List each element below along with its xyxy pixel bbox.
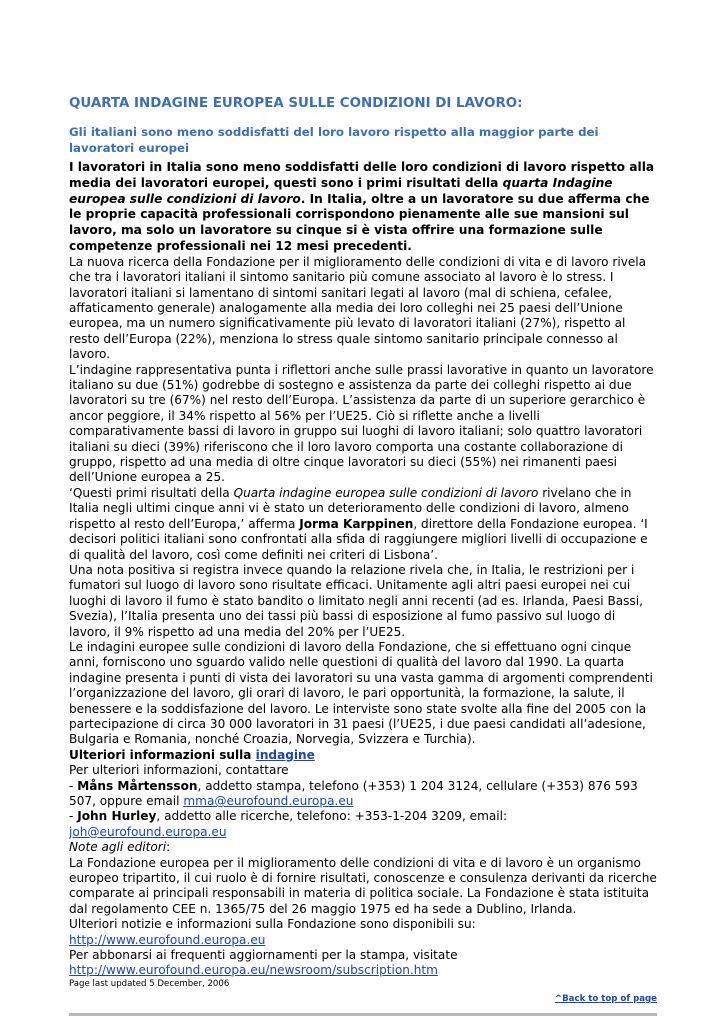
para3-text-2: rivelano che in Italia negli ultimi cinque anni vi è stato un deterioramento delle condizioni di lavoro, almeno rispetto al resto dell’Europa,’ afferma — [69, 485, 632, 531]
editors-note-colon: : — [166, 840, 171, 855]
body-paragraph-1: La nuova ricerca della Fondazione per il miglioramento delle condizioni di vita e di lavoro rivela che tra i lavoratori italiani il sintomo sanitario più comune associato al lavoro è lo stress. I lavoratori italiani si lamentano di sintomi sanitari legati al lavoro (mal di schiena, cefalee, affaticamento generale) analogamente alla media dei loro colleghi nei 25 paesi dell’Unione europea, ma un numero significativamente più levato di lavoratori italiani (27%), rispetto al resto dell’Europa (22%), menziona lo stress quale sintomo sanitario principale connesso al lavoro. — [69, 254, 647, 362]
contact-2-email-link[interactable]: joh@eurofound.europa.eu — [69, 824, 227, 839]
more-info-heading — [69, 748, 657, 763]
site-link-line — [69, 933, 657, 948]
contact-2-name: John Hurley — [77, 809, 157, 824]
para3-text-1: ‘Questi primi risultati della — [69, 485, 234, 500]
editors-note-text: La Fondazione europea per il miglioramento delle condizioni di vita e di lavoro è un organismo europeo tripartito, il cui ruolo è di fornire risultati, conoscenze e consulenza derivanti da ricerche comparate ai principali responsabili in materia di politica sociale. La Fondazione è stata istituita dal regolamento CEE n. 1365/75 del 26 maggio 1975 ed ha sede a Dublino, Irlanda. — [69, 855, 657, 916]
more-info-heading-text: Ulteriori informazioni sulla — [69, 747, 256, 762]
site-link[interactable]: http://www.eurofound.europa.eu — [69, 932, 266, 947]
more-foundation-info: Ulteriori notizie e informazioni sulla Fondazione sono disponibili su: — [69, 917, 476, 932]
lead-text-2: . In Italia, oltre a un lavoratore su due afferma che le proprie capacità professionali corrispondono pienamente alle sue mansioni sul lavoro, ma solo un lavoratore su cinque si è vista offrire una formazione sulle competenze professionali nei 12 mesi precedenti. — [69, 191, 650, 253]
contact-2 — [69, 809, 657, 840]
lead-italic: quarta Indagine europea sulle condizioni di lavoro — [69, 175, 613, 206]
subscribe-link[interactable]: http://www.eurofound.europa.eu/newsroom/subscription.htm — [69, 963, 438, 978]
contact-1-email-link[interactable]: mma@eurofound.europa.eu — [183, 794, 354, 808]
back-to-top-container — [69, 994, 657, 1004]
indagine-link[interactable] — [256, 748, 315, 762]
body-paragraph-5: Le indagini europee sulle condizioni di lavoro della Fondazione, che si effettuano ogni cinque anni, forniscono uno sguardo valido nelle questioni di qualità del lavoro dal 1990. La quarta indagine presenta i punti di vista dei lavoratori su una vasta gamma di argomenti comprendenti l’organizzazione del lavoro, gli orari di lavoro, le pari opportunità, la formazione, la salute, il benessere e la soddisfazione del lavoro. Le interviste sono state svolte alla fine del 2005 con la partecipazione di circa 30 000 lavoratori in 31 paesi (l’UE25, i due paesi candidati all’adesione, Bulgaria e Romania, nonché Croazia, Norvegia, Svizzera e Turchia). — [69, 639, 653, 747]
contact-1-name: Måns Mårtensson — [77, 778, 198, 793]
body-paragraph-4: Una nota positiva si registra invece quando la relazione rivela che, in Italia, le restrizioni per i fumatori sul luogo di lavoro sono risultate efficaci. Unitamente agli altri paesi europei nei cui luoghi di lavoro il fumo è stato bandito o limitato negli anni recenti (ad es. Irlanda, Paesi Bassi, Svezia), l’Italia presenta uno dei tassi più bassi di esposizione al fumo passivo sul luogo di lavoro, il 9% rispetto ad una media del 20% per l’UE25. — [69, 562, 643, 639]
contact-1-text: , addetto stampa, telefono (+353) 1 204 3124, cellulare (+353) 876 593 507, oppure email — [69, 778, 638, 808]
page-title: QUARTA INDAGINE EUROPEA SULLE CONDIZIONI DI LAVORO: — [69, 96, 523, 111]
para3-italic: Quarta indagine europea sulle condizioni di lavoro — [233, 485, 539, 500]
contact-1-dash: - — [69, 778, 78, 793]
para3-text-3: , direttore della Fondazione europea. ‘I decisori politici italiani sono confrontati alla sfida di raggiungere migliori livelli di occupazione e di qualità del lavoro, così come definiti nei criteri di Lisbona’. — [69, 516, 648, 562]
body-paragraph-2: L’indagine rappresentativa punta i riflettori anche sulle prassi lavorative in quanto un lavoratore italiano su due (51%) godrebbe di sostegno e assistenza da parte dei colleghi rispetto ai due lavoratori su tre (67%) nel resto dell’Europa. L’assistenza da parte di un superiore gerarchico è ancor peggiore, il 34% rispetto al 56% per l’UE25. Ciò si riflette anche a livelli comparativamente bassi di lavoro in gruppo sui luoghi di lavoro italiani; solo quattro lavoratori italiani su dieci (39%) riferiscono che il loro lavoro comporta una costante collaborazione di gruppo, rispetto ad una media di oltre cinque lavoratori su dieci (55%) nei rimanenti paesi dell’Unione europea a 25. — [69, 362, 654, 485]
article — [69, 96, 657, 1016]
indagine-link-text: indagine — [255, 747, 315, 762]
editors-note-label — [69, 840, 657, 855]
body-paragraph-3 — [69, 486, 657, 563]
para3-bold-name: Jorma Karppinen — [299, 516, 414, 531]
contact-intro: Per ulteriori informazioni, contattare — [69, 763, 289, 778]
subscribe-text: Per abbonarsi ai frequenti aggiornamenti per la stampa, visitate — [69, 948, 458, 963]
contact-1 — [69, 779, 657, 810]
page-subtitle: Gli italiani sono meno soddisfatti del loro lavoro rispetto alla maggior parte dei lavoratori europei — [69, 125, 599, 155]
contact-2-text: , addetto alle ricerche, telefono: +353-1-204 3209, email: — [156, 809, 508, 824]
back-to-top-link[interactable]: ^Back to top of page — [554, 993, 657, 1004]
lead-paragraph — [69, 160, 657, 255]
footer-divider — [69, 1013, 657, 1016]
lead-text-1: I lavoratori in Italia sono meno soddisfatti delle loro condizioni di lavoro rispetto alla media dei lavoratori europei, questi sono i primi risultati della — [69, 160, 655, 190]
page-last-updated: Page last updated 5 December, 2006 — [69, 978, 230, 989]
editors-note-label-text: Note agli editori — [69, 840, 167, 855]
contact-2-dash: - — [69, 809, 78, 824]
subscribe-link-line — [69, 963, 657, 978]
